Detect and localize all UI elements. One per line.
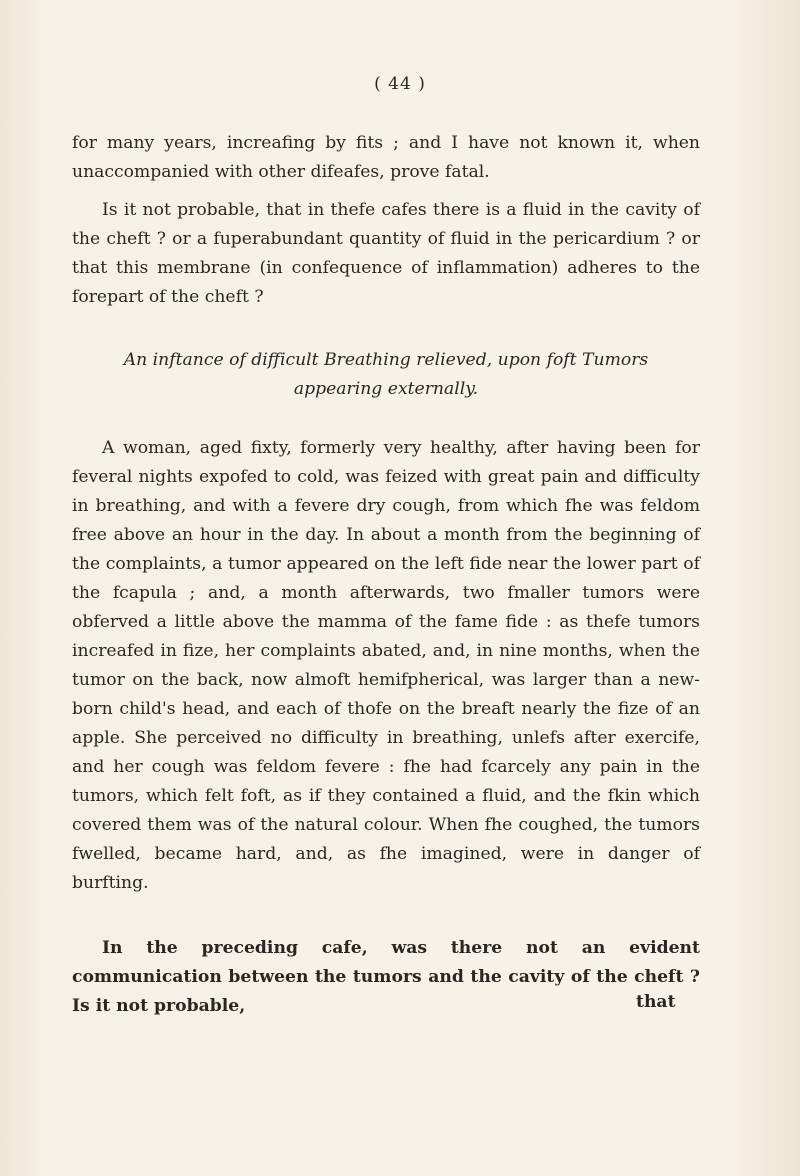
paragraph-continuation (72, 129, 700, 187)
catchword: that (636, 992, 676, 1012)
paragraph-case-report (72, 434, 700, 898)
paragraph-text: In the preceding cafe, was there not an evident communication between the tumors and the cavity of the cheft ? Is it not probable, (72, 938, 700, 1016)
section-heading (72, 346, 700, 404)
paragraph-text: A woman, aged fixty, formerly very healthy, after having been for feveral nights expofed to cold, was feized with great pain and difficulty in breathing, and with a fevere dry cough, from which fhe was feldom free above an hour in the day. In about a month from the beginning of the complaints, a tumor appeared on the left fide near the lower part of the fcapula ; and, a month afterwards, two fmaller tumors were obferved a little above the mamma of the fame fide : as thefe tumors increafed in fize, her complaints abated, and, in nine months, when the tumor on the back, now almoft hemifpherical, was larger than a new-born child's head, and each of thofe on the breaft nearly the fize of an apple. She perceived no difficulty in breathing, unlefs after exercife, and her cough was feldom fevere : fhe had fcarcely any pain in the tumors, which felt foft, as if they contained a fluid, and the fkin which covered them was of the natural colour. When fhe coughed, the tumors fwelled, became hard, and, as fhe imagined, were in danger of burfting. (72, 438, 700, 893)
section-heading-line: An inftance of difficult Breathing relieved, upon foft Tumors (123, 350, 649, 370)
page-number-header: ( 44 ) (374, 74, 426, 94)
paragraph-discussion (72, 934, 700, 1021)
paragraph-text: Is it not probable, that in thefe cafes there is a fluid in the cavity of the cheft ? or a fuperabundant quantity of fluid in the pericardium ? or that this membrane (in confequence of inflammation) adheres to the forepart of the cheft ? (72, 200, 700, 307)
paragraph-text: for many years, increafing by fits ; and I have not known it, when unaccompanied with other difeafes, prove fatal. (72, 133, 700, 182)
section-heading-line: appearing externally. (293, 379, 479, 399)
paragraph-questions (72, 196, 700, 312)
